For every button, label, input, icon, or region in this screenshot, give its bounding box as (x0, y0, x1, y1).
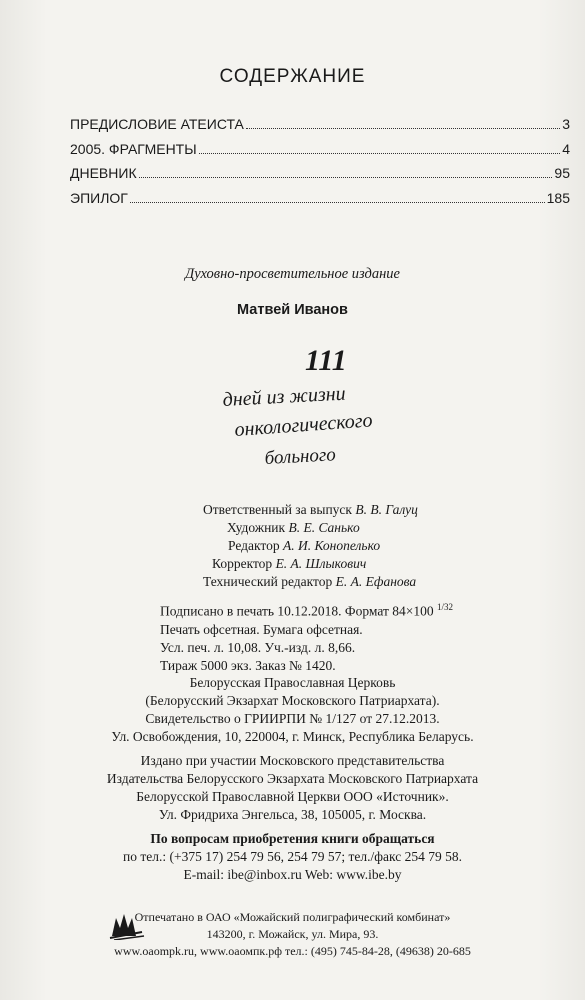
participation-line: Белорусской Православной Церкви ООО «Источник». (136, 789, 449, 804)
purchase-phones: по тел.: (+375 17) 254 79 56, 254 79 57; тел./факс 254 79 58. (123, 849, 462, 864)
participation-block (0, 752, 585, 824)
credit-line (203, 519, 503, 537)
handwritten-title-line: онкологического (233, 409, 374, 441)
publisher-line: Ул. Освобождения, 10, 220004, г. Минск, Республика Беларусь. (111, 729, 474, 744)
participation-line: Издательства Белорусского Экзархата Московского Патриархата (106, 771, 479, 786)
credit-line (203, 573, 503, 591)
toc-item (70, 141, 570, 166)
toc-item-page: 4 (562, 140, 570, 157)
toc-item-label: ДНЕВНИК (70, 165, 137, 181)
credit-person: Е. А. Шлыкович (275, 556, 367, 571)
print-info-line: Тираж 5000 экз. Заказ № 1420. (160, 657, 336, 673)
printer-line: www.oaompk.ru, www.оаомпк.рф тел.: (495) 745-84-28, (49638) 20-685 (114, 944, 471, 958)
print-format-text: Подписано в печать 10.12.2018. Формат 84×100 (160, 603, 434, 619)
print-info-block (160, 598, 480, 675)
credit-role: Технический редактор (203, 574, 333, 589)
credits-block (203, 501, 503, 591)
print-info-line (160, 598, 480, 621)
handwritten-title (205, 340, 455, 475)
toc-item-label: 2005. ФРАГМЕНТЫ (70, 140, 197, 157)
toc-item-page: 95 (554, 165, 570, 181)
toc-item-page: 3 (562, 116, 570, 132)
author-name: Матвей Иванов (237, 302, 348, 318)
edition-kind: Духовно-просветительное издание (185, 266, 400, 282)
handwritten-title-number: 111 (305, 344, 347, 377)
credit-role: Корректор (212, 556, 273, 571)
print-format-fraction: 1/32 (437, 602, 454, 612)
participation-line: Ул. Фридриха Энгельса, 38, 105005, г. Москва. (158, 807, 427, 822)
credit-line (203, 537, 503, 555)
participation-line: Издано при участии Московского представительства (140, 753, 445, 768)
toc-leader-dots (246, 118, 560, 129)
table-of-contents (70, 116, 570, 214)
purchase-contacts: E-mail: ibe@inbox.ru Web: www.ibe.by (183, 867, 402, 882)
toc-title: СОДЕРЖАНИЕ (219, 66, 366, 87)
toc-item-page: 185 (546, 189, 570, 206)
toc-item (70, 116, 570, 141)
toc-item-label: ПРЕДИСЛОВИЕ АТЕИСТА (70, 116, 244, 132)
toc-leader-dots (130, 192, 545, 203)
toc-leader-dots (199, 143, 561, 154)
publisher-line: Свидетельство о ГРИИРПИ № 1/127 от 27.12.2013. (145, 711, 440, 726)
purchase-block (0, 830, 585, 884)
credit-person: В. Е. Санько (288, 520, 360, 535)
publisher-line: Белорусская Православная Церковь (189, 675, 396, 690)
credit-person: Е. А. Ефанова (335, 574, 417, 589)
publisher-line: (Белорусский Экзархат Московского Патриархата). (145, 693, 440, 708)
print-info-line: Усл. печ. л. 10,08. Уч.-изд. л. 8,66. (160, 639, 356, 655)
credit-line (203, 501, 503, 519)
handwritten-title-line: больного (264, 444, 337, 469)
printer-line: 143200, г. Можайск, ул. Мира, 93. (206, 927, 379, 941)
purchase-heading: По вопросам приобретения книги обращаться (150, 831, 435, 846)
credit-role: Редактор (228, 538, 280, 553)
toc-item (70, 165, 570, 190)
toc-item (70, 190, 570, 215)
toc-item-label: ЭПИЛОГ (70, 189, 128, 206)
credit-role: Ответственный за выпуск (203, 502, 352, 517)
credit-role: Художник (227, 520, 286, 535)
credit-line (203, 555, 503, 573)
publisher-block (0, 674, 585, 746)
credit-person: А. И. Конопелько (282, 538, 381, 553)
printer-block (0, 909, 585, 960)
toc-leader-dots (139, 167, 553, 178)
print-info-line: Печать офсетная. Бумага офсетная. (160, 621, 363, 637)
handwritten-title-line: дней из жизни (222, 382, 347, 411)
credit-person: В. В. Галуц (355, 502, 418, 517)
printer-line: Отпечатано в ОАО «Можайский полиграфический комбинат» (134, 910, 451, 924)
